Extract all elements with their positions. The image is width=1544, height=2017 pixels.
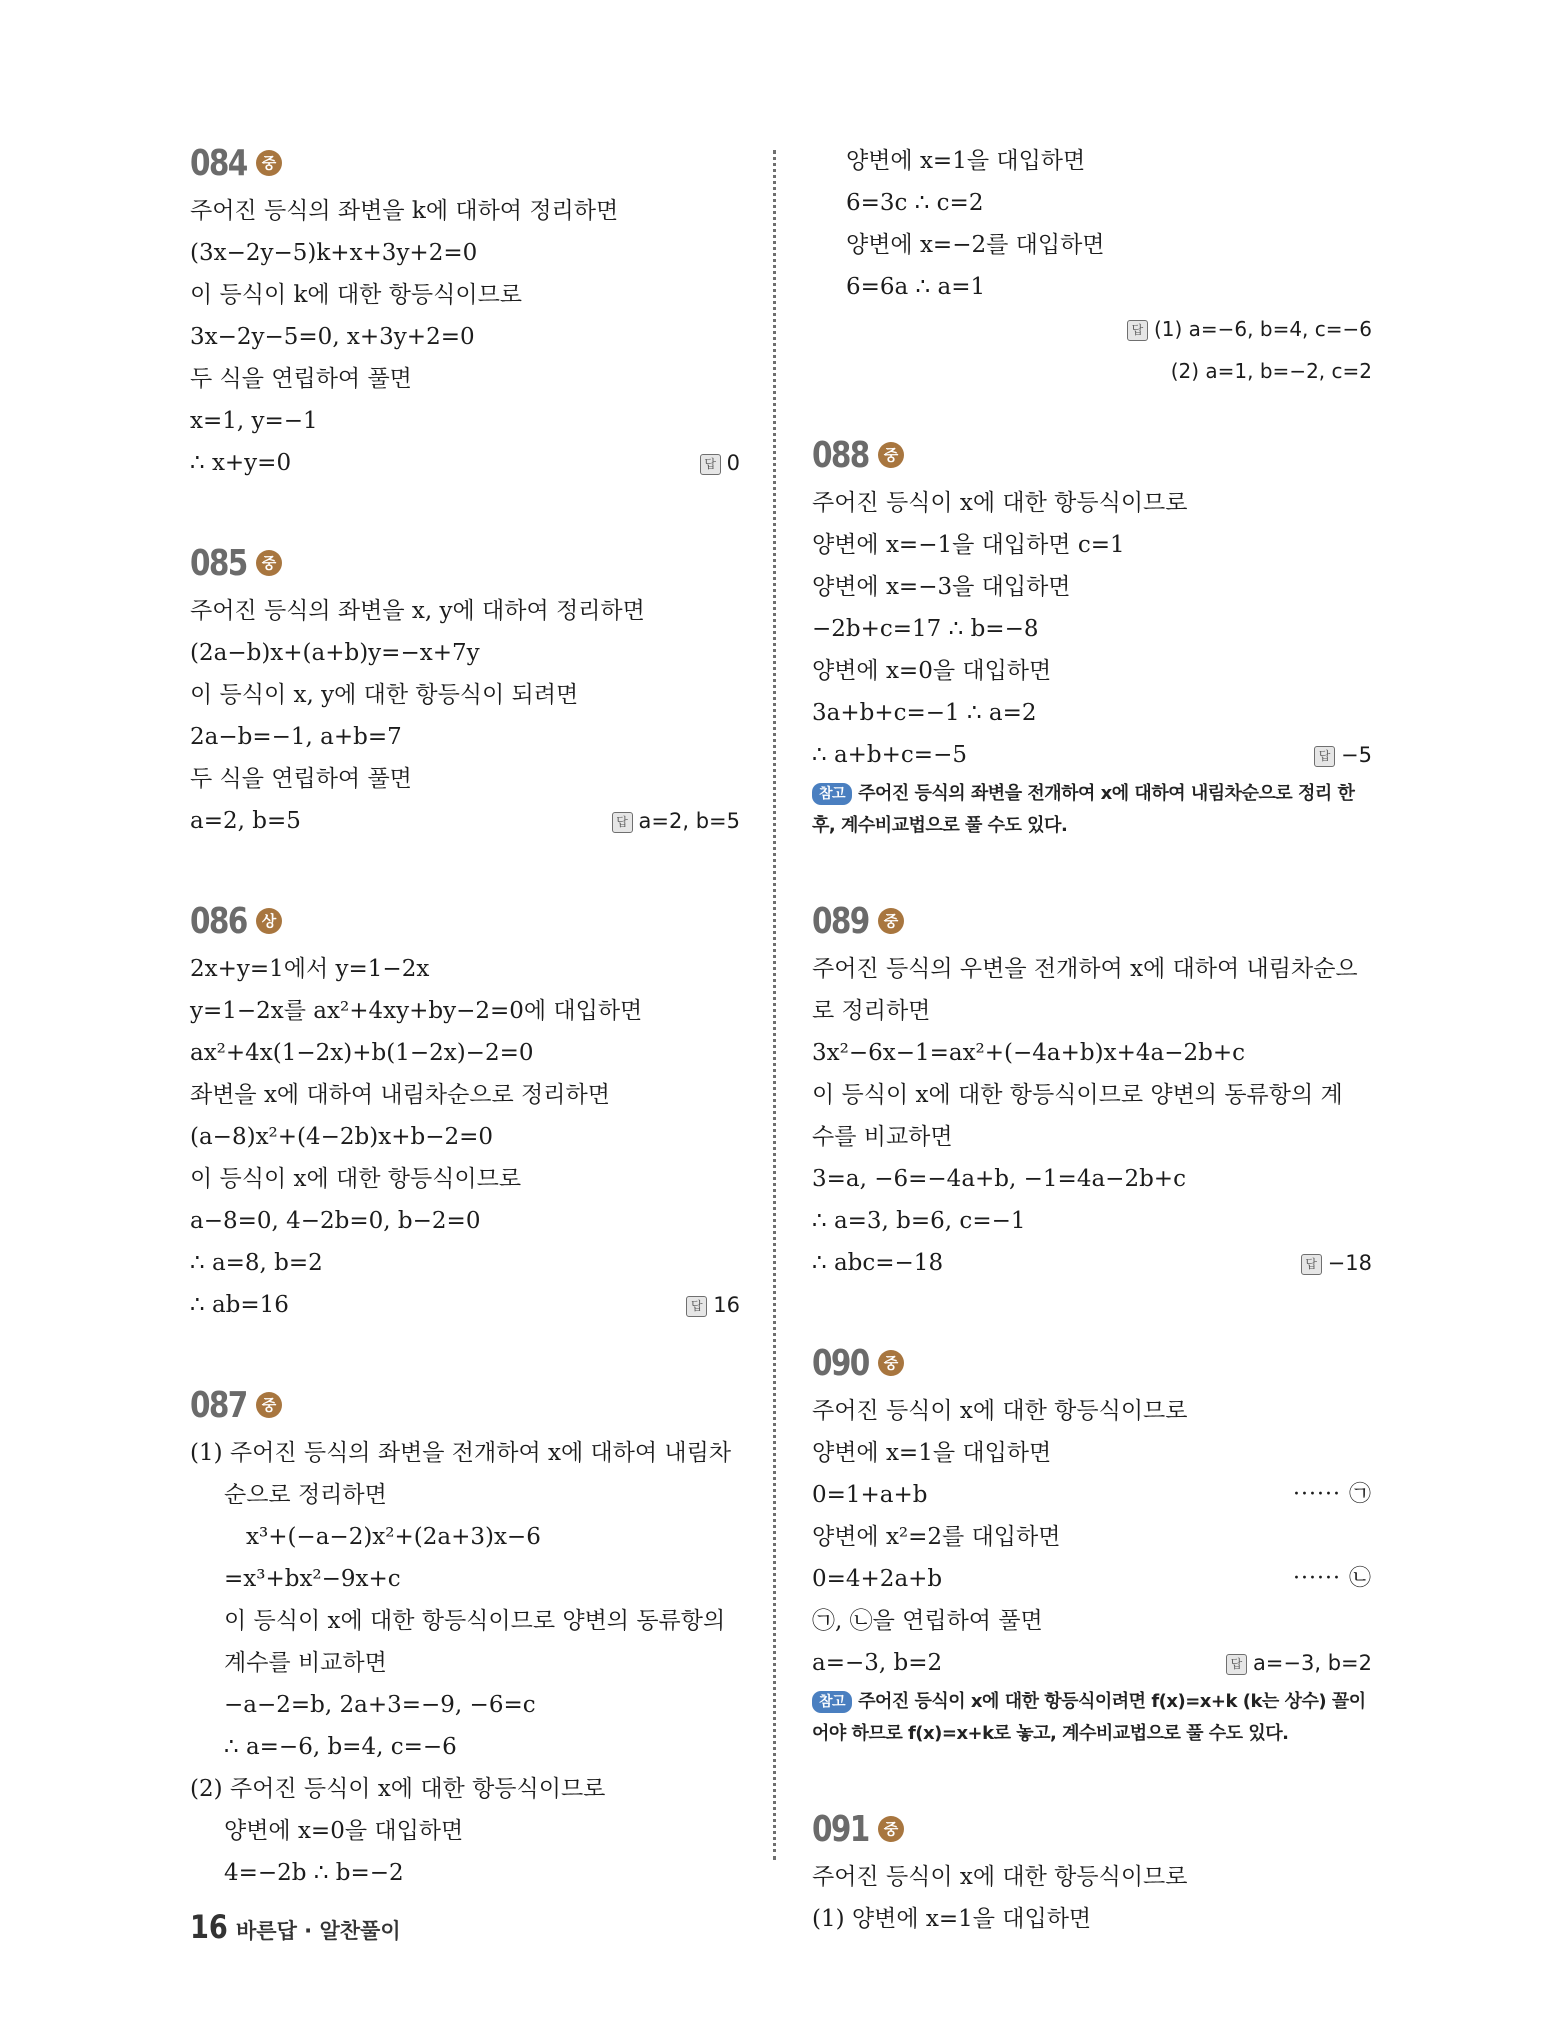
note-text: 주어진 등식이 x에 대한 항등식이려면 f(x)=x+k (k는 상수) 꼴이어야 하므로 f(x)=x+k로 놓고, 계수비교법으로 풀 수도 있다.: [812, 1691, 1366, 1744]
problem-084: [190, 140, 740, 484]
solution-line: [190, 316, 740, 358]
solution-text: ∴ abc=−18: [812, 1250, 944, 1276]
solution-text: 0=4+2a+b: [812, 1566, 943, 1592]
solution-text: 이 등식이 x에 대한 항등식이므로 양변의 동류항의: [224, 1608, 726, 1634]
solution-line: [812, 182, 1372, 224]
problem-085: [190, 540, 740, 842]
problem-086: [190, 898, 740, 1326]
solution-line: [190, 442, 740, 484]
problem-header: [190, 1382, 740, 1428]
solution-text: 주어진 등식의 좌변을 x, y에 대하여 정리하면: [190, 598, 645, 624]
solution-text: ∴ a=8, b=2: [190, 1250, 323, 1276]
left-column: [190, 140, 740, 1950]
solution-text: 순으로 정리하면: [224, 1482, 387, 1508]
answer-value: 답 a=−3, b=2: [1226, 1642, 1372, 1684]
solution-line: [190, 358, 740, 400]
solution-line: [190, 1032, 740, 1074]
note-tag: 참고: [812, 1691, 852, 1713]
solution-text: (1) 양변에 x=1을 대입하면: [812, 1906, 1092, 1932]
solution-text: 양변에 x²=2를 대입하면: [812, 1524, 1061, 1550]
solution-line: [812, 1432, 1372, 1474]
solution-line: [190, 674, 740, 716]
solution-line: [812, 566, 1372, 608]
solution-line: [190, 1074, 740, 1116]
difficulty-badge: 중: [256, 150, 282, 176]
solution-text: 3x²−6x−1=ax²+(−4a+b)x+4a−2b+c: [812, 1040, 1245, 1066]
difficulty-badge: 중: [256, 1392, 282, 1418]
solution-line: [190, 1852, 740, 1894]
solution-line: [190, 1200, 740, 1242]
solution-line: [812, 1116, 1372, 1158]
solution-text: 2a−b=−1, a+b=7: [190, 724, 402, 750]
solution-text: (1) 주어진 등식의 좌변을 전개하여 x에 대하여 내림차: [190, 1440, 732, 1466]
solution-text: ㉠, ㉡을 연립하여 풀면: [812, 1608, 1043, 1634]
problem-header: [190, 140, 740, 186]
solution-text: −2b+c=17 ∴ b=−8: [812, 616, 1039, 642]
answer-icon: 답: [1226, 1654, 1247, 1675]
solution-text: 이 등식이 x에 대한 항등식이므로 양변의 동류항의 계: [812, 1082, 1343, 1108]
solution-text: 3a+b+c=−1 ∴ a=2: [812, 700, 1037, 726]
solution-text: 두 식을 연립하여 풀면: [190, 366, 412, 392]
answer-icon: 답: [686, 1296, 707, 1317]
solution-line: [190, 1600, 740, 1642]
solution-text: 양변에 x=−3을 대입하면: [812, 574, 1071, 600]
note-box: [812, 1686, 1372, 1750]
solution-line: [812, 1242, 1372, 1284]
solution-line: [190, 800, 740, 842]
solution-line: [812, 692, 1372, 734]
problem-number: 086: [190, 900, 247, 942]
answer-value: (1) a=−6, b=4, c=−6: [1153, 317, 1372, 341]
solution-text: 3x−2y−5=0, x+3y+2=0: [190, 324, 475, 350]
solution-line: [190, 1284, 740, 1326]
solution-text: 좌변을 x에 대하여 내림차순으로 정리하면: [190, 1082, 610, 1108]
solution-text: x³+(−a−2)x²+(2a+3)x−6: [246, 1524, 541, 1550]
solution-text: ∴ a=3, b=6, c=−1: [812, 1208, 1026, 1234]
solution-text: 양변에 x=−2를 대입하면: [846, 232, 1105, 258]
answer-icon: 답: [1127, 320, 1148, 341]
solution-line: [812, 734, 1372, 776]
answer-value: 답 a=2, b=5: [612, 800, 740, 842]
page-footer: [190, 1908, 401, 1946]
solution-text: ∴ x+y=0: [190, 450, 292, 476]
solution-line: [812, 1158, 1372, 1200]
difficulty-badge: 중: [878, 442, 904, 468]
problem-089: [812, 898, 1372, 1284]
solution-text: (2) 주어진 등식이 x에 대한 항등식이므로: [190, 1776, 606, 1802]
problem-header: [190, 898, 740, 944]
solution-line: [190, 1116, 740, 1158]
solution-text: 수를 비교하면: [812, 1124, 953, 1150]
solution-line: [812, 1642, 1372, 1684]
solution-text: 주어진 등식의 좌변을 k에 대하여 정리하면: [190, 198, 619, 224]
solution-text: a−8=0, 4−2b=0, b−2=0: [190, 1208, 481, 1234]
solution-text: 주어진 등식이 x에 대한 항등식이므로: [812, 1864, 1188, 1890]
solution-line: [190, 990, 740, 1032]
solution-text: 양변에 x=1을 대입하면: [812, 1440, 1052, 1466]
equation-marker: ······ ㉠: [1293, 1482, 1372, 1507]
solution-text: y=1−2x를 ax²+4xy+by−2=0에 대입하면: [190, 998, 643, 1024]
book-title: 바른답 · 알찬풀이: [236, 1919, 401, 1943]
equation-marker: ······ ㉡: [1293, 1566, 1372, 1591]
solution-line: [812, 1200, 1372, 1242]
solution-line: [190, 758, 740, 800]
answer-icon: 답: [1301, 1254, 1322, 1275]
solution-text: =x³+bx²−9x+c: [224, 1566, 401, 1592]
solution-text: ∴ ab=16: [190, 1292, 289, 1318]
solution-text: 이 등식이 k에 대한 항등식이므로: [190, 282, 523, 308]
solution-line: [190, 1432, 740, 1474]
solution-line: [190, 1642, 740, 1684]
solution-text: 주어진 등식이 x에 대한 항등식이므로: [812, 1398, 1188, 1424]
solution-text: x=1, y=−1: [190, 408, 318, 434]
solution-line: [190, 948, 740, 990]
solution-text: a=2, b=5: [190, 808, 301, 834]
solution-line: [190, 716, 740, 758]
problem-087-continued: [812, 140, 1372, 392]
solution-line: [812, 524, 1372, 566]
answer-line: [812, 350, 1372, 392]
solution-line: [812, 224, 1372, 266]
solution-line: [812, 266, 1372, 308]
note-text: 주어진 등식의 좌변을 전개하여 x에 대하여 내림차순으로 정리 한 후, 계수비교법으로 풀 수도 있다.: [812, 783, 1355, 836]
difficulty-badge: 중: [256, 550, 282, 576]
answer-icon: 답: [1314, 746, 1335, 767]
problem-091: [812, 1806, 1372, 1940]
solution-text: a=−3, b=2: [812, 1650, 943, 1676]
problem-number: 090: [812, 1342, 869, 1384]
solution-text: 4=−2b ∴ b=−2: [224, 1860, 404, 1886]
solution-text: 양변에 x=1을 대입하면: [846, 148, 1086, 174]
note-tag: 참고: [812, 783, 852, 805]
answer-value: 답 −18: [1301, 1242, 1372, 1284]
solution-line: [812, 608, 1372, 650]
solution-line: [812, 1390, 1372, 1432]
solution-text: (2a−b)x+(a+b)y=−x+7y: [190, 640, 480, 666]
problem-090: [812, 1340, 1372, 1750]
solution-text: 양변에 x=−1을 대입하면 c=1: [812, 532, 1125, 558]
answer-value: 답 −5: [1314, 734, 1372, 776]
solution-line: [812, 1474, 1372, 1516]
solution-text: 6=3c ∴ c=2: [846, 190, 984, 216]
solution-line: [190, 400, 740, 442]
solution-text: −a−2=b, 2a+3=−9, −6=c: [224, 1692, 536, 1718]
solution-line: [190, 590, 740, 632]
solution-line: [190, 274, 740, 316]
problem-number: 087: [190, 1384, 247, 1426]
problem-header: [812, 898, 1372, 944]
difficulty-badge: 중: [878, 908, 904, 934]
solution-line: [190, 1726, 740, 1768]
solution-line: [812, 1032, 1372, 1074]
solution-line: [190, 232, 740, 274]
solution-text: 두 식을 연립하여 풀면: [190, 766, 412, 792]
problem-number: 088: [812, 434, 869, 476]
note-box: [812, 778, 1372, 842]
solution-text: ax²+4x(1−2x)+b(1−2x)−2=0: [190, 1040, 534, 1066]
difficulty-badge: 상: [256, 908, 282, 934]
problem-number: 089: [812, 900, 869, 942]
solution-text: 로 정리하면: [812, 998, 931, 1024]
solution-text: 양변에 x=0을 대입하면: [224, 1818, 464, 1844]
solution-line: [812, 1516, 1372, 1558]
answer-icon: 답: [700, 454, 721, 475]
solution-line: [812, 1898, 1372, 1940]
problem-088: [812, 432, 1372, 842]
solution-text: 주어진 등식의 우변을 전개하여 x에 대하여 내림차순으: [812, 956, 1358, 982]
solution-text: 주어진 등식이 x에 대한 항등식이므로: [812, 490, 1188, 516]
solution-line: [190, 1242, 740, 1284]
column-divider: [773, 150, 776, 1860]
solution-text: ∴ a=−6, b=4, c=−6: [224, 1734, 457, 1760]
solution-line: [190, 1558, 740, 1600]
solution-text: 이 등식이 x에 대한 항등식이므로: [190, 1166, 522, 1192]
problem-087: [190, 1382, 740, 1894]
solution-text: (a−8)x²+(4−2b)x+b−2=0: [190, 1124, 494, 1150]
solution-line: [190, 1684, 740, 1726]
solution-line: [812, 140, 1372, 182]
answer-value: 답 0: [700, 442, 740, 484]
solution-text: 2x+y=1에서 y=1−2x: [190, 956, 430, 982]
difficulty-badge: 중: [878, 1816, 904, 1842]
solution-line: [812, 482, 1372, 524]
solution-line: [812, 1558, 1372, 1600]
problem-number: 091: [812, 1808, 869, 1850]
problem-number: 085: [190, 542, 247, 584]
problem-header: [812, 1340, 1372, 1386]
solution-text: 이 등식이 x, y에 대한 항등식이 되려면: [190, 682, 579, 708]
right-column: [812, 140, 1372, 1996]
answer-value: (2) a=1, b=−2, c=2: [1170, 359, 1372, 383]
solution-line: [190, 1158, 740, 1200]
solution-text: (3x−2y−5)k+x+3y+2=0: [190, 240, 478, 266]
solution-line: [190, 1516, 740, 1558]
difficulty-badge: 중: [878, 1350, 904, 1376]
solution-line: [190, 1474, 740, 1516]
solution-text: 3=a, −6=−4a+b, −1=4a−2b+c: [812, 1166, 1186, 1192]
solution-text: 0=1+a+b: [812, 1482, 928, 1508]
answer-icon: 답: [612, 812, 633, 833]
problem-number: 084: [190, 142, 247, 184]
solution-text: 양변에 x=0을 대입하면: [812, 658, 1052, 684]
problem-header: [812, 432, 1372, 478]
problem-header: [190, 540, 740, 586]
solution-line: [190, 190, 740, 232]
solution-line: [812, 1600, 1372, 1642]
solution-line: [190, 1768, 740, 1810]
answer-line: [812, 308, 1372, 350]
solution-text: ∴ a+b+c=−5: [812, 742, 967, 768]
problem-header: [812, 1806, 1372, 1852]
solution-line: [190, 1810, 740, 1852]
solution-line: [812, 990, 1372, 1032]
solution-line: [812, 650, 1372, 692]
solution-line: [812, 1856, 1372, 1898]
page-number: 16: [190, 1908, 228, 1946]
solution-line: [190, 632, 740, 674]
solution-text: 6=6a ∴ a=1: [846, 274, 986, 300]
solution-line: [812, 1074, 1372, 1116]
solution-text: 계수를 비교하면: [224, 1650, 387, 1676]
solution-line: [812, 948, 1372, 990]
answer-value: 답 16: [686, 1284, 740, 1326]
